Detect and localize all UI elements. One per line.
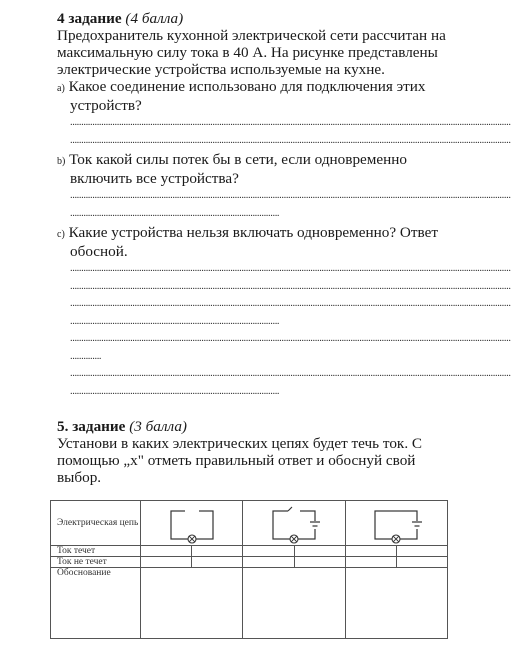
circuit-table <box>50 500 448 639</box>
circuit-2-cell <box>243 501 345 546</box>
answer-line[interactable]: .............................................................................................. <box>70 207 280 219</box>
header-label: Электрическая цепь <box>51 501 141 546</box>
justification-cell[interactable] <box>141 568 243 639</box>
circuit-1-cell <box>141 501 243 546</box>
answer-cell[interactable] <box>141 557 243 568</box>
question-c: c) Какие устройства нельзя включать одновременно? Ответ обосной. <box>57 224 438 260</box>
task-5-points: (3 балла) <box>129 418 187 435</box>
answer-line[interactable]: ...................................................................................................................................................................................................... <box>70 117 511 128</box>
task-5-heading <box>57 418 460 435</box>
task-5-intro: Установи в каких электрических цепях будет течь ток. С помощью „x" отметь правильный ответ и обоснуй свой выбор. <box>57 435 423 486</box>
answer-cell[interactable] <box>243 557 345 568</box>
row-label-justification: Обоснование <box>51 568 141 639</box>
justification-cell[interactable] <box>243 568 345 639</box>
question-a: a) Какое соединение использовано для подключения этих устройств? <box>57 78 426 114</box>
answer-cell[interactable] <box>243 546 345 557</box>
answer-line[interactable]: ...................................................................................................................................................................................................... <box>70 280 511 292</box>
answer-line[interactable]: ...................................................................................................................................................................................................... <box>70 134 511 146</box>
answer-cell[interactable] <box>141 546 243 557</box>
circuit-3-cell <box>345 501 447 546</box>
answer-line[interactable]: ...................................................................................................................................................................................................... <box>70 298 511 309</box>
task-4-title: 4 задание <box>57 10 122 27</box>
question-b: b) Ток какой силы потек бы в сети, если одновременно включить все устройства? <box>57 151 407 187</box>
answer-line[interactable]: ...................................................................................................................................................................................................... <box>70 333 511 344</box>
battery-bulb-circuit-icon <box>265 507 323 545</box>
answer-line[interactable]: .............................................................................................. <box>70 385 280 397</box>
task-4-heading <box>57 10 460 27</box>
answer-line[interactable]: ...................................................................................................................................................................................................... <box>70 263 511 274</box>
battery-bulb-circuit-icon <box>367 507 425 545</box>
task-4 <box>57 10 511 400</box>
answer-line[interactable]: ...................................................................................................................................................................................................... <box>70 368 511 379</box>
row-label-current-flows: Ток течет <box>51 546 141 557</box>
task-5-title: 5. задание <box>57 418 126 435</box>
bulb-circuit-icon <box>163 507 221 545</box>
task-4-points: (4 балла) <box>125 10 184 27</box>
answer-cell[interactable] <box>345 557 447 568</box>
row-label-no-current: Ток не течет <box>51 557 141 568</box>
answer-cell[interactable] <box>345 546 447 557</box>
answer-line[interactable]: .............. <box>70 350 102 362</box>
task-4-intro: Предохранитель кухонной электрической сети рассчитан на максимальную силу тока в 40 А. На рисунке представлены электрические устройства используемые на кухне. <box>57 27 446 78</box>
task-5 <box>57 418 460 486</box>
answer-line[interactable]: ...................................................................................................................................................................................................... <box>70 190 511 201</box>
answer-line[interactable]: .............................................................................................. <box>70 315 280 327</box>
justification-cell[interactable] <box>345 568 447 639</box>
